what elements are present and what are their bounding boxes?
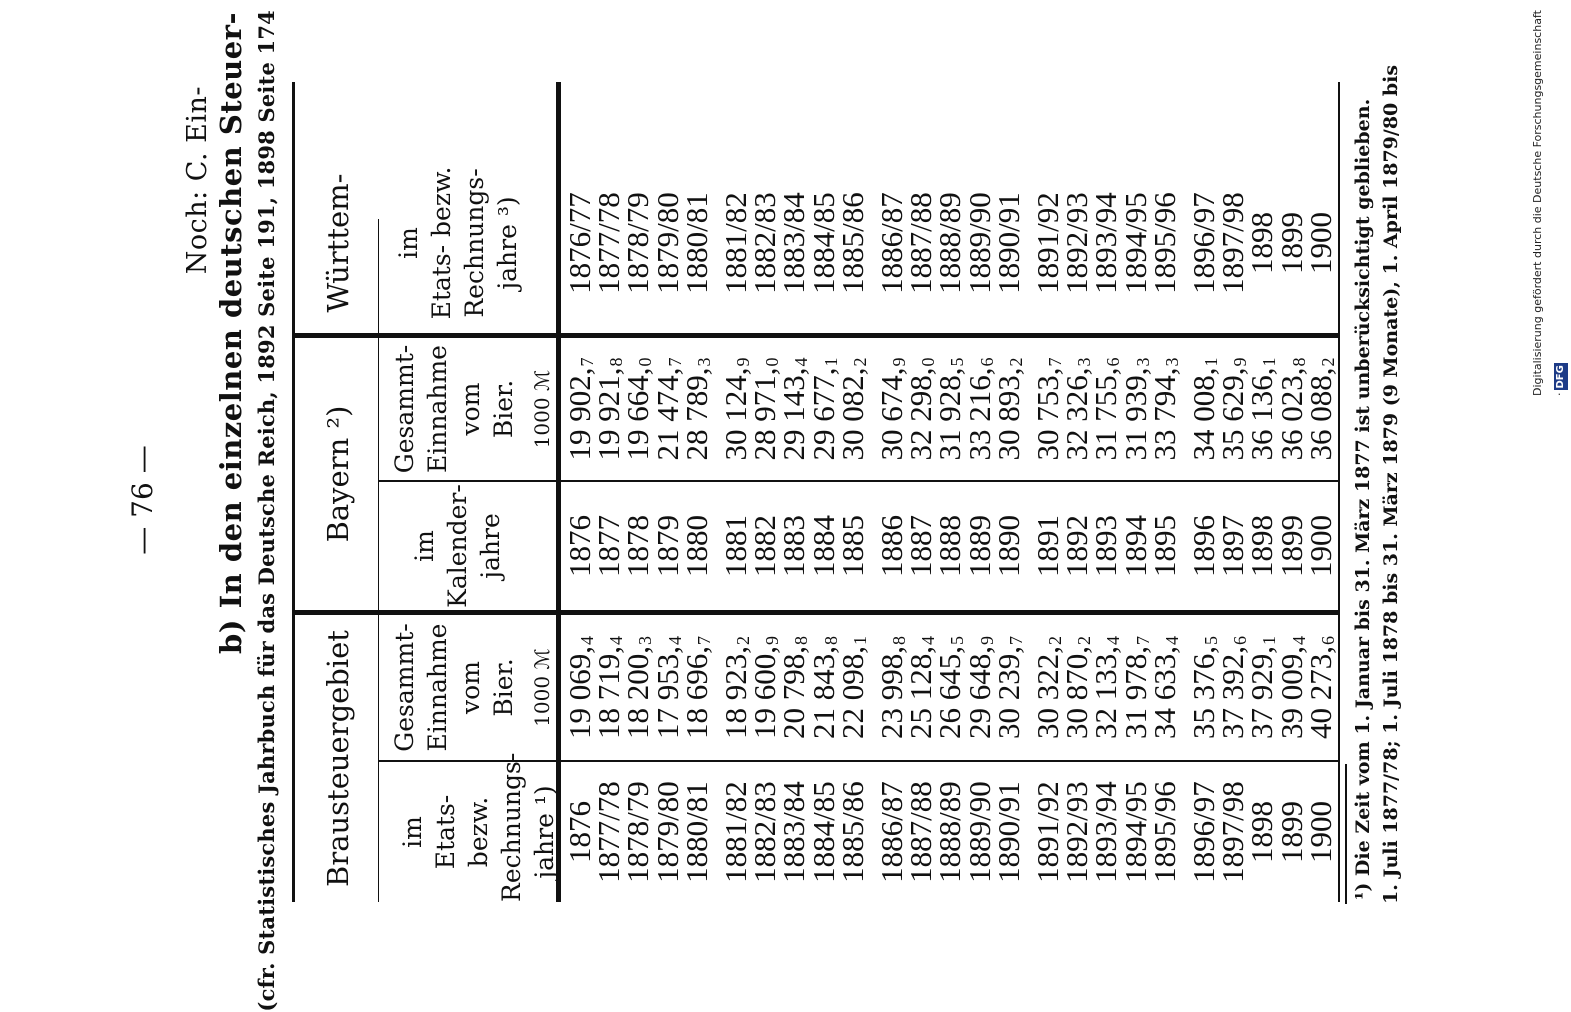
table-cell-c1: 1896/97 — [1186, 781, 1221, 883]
cell-integer-part: 32 298, — [903, 367, 939, 461]
table-cell-c5: 1886/87 — [874, 192, 909, 294]
cell-integer-part: 33 794, — [1146, 367, 1182, 461]
col5-header-line: jahre ³) — [493, 196, 522, 290]
cell-decimal-part: 6 — [1103, 357, 1124, 367]
table-cell-c1: 1887/88 — [903, 781, 939, 883]
table-cell-c5: 1881/82 — [718, 192, 753, 294]
cell-integer-part: 33 216, — [961, 367, 997, 461]
column-revenue-brausteuergebiet — [292, 615, 1344, 760]
cell-decimal-part: 7 — [693, 636, 714, 645]
group-header-wuerttemberg: Württem- — [321, 173, 355, 313]
col1-header-line: Rechnungs- — [497, 752, 526, 902]
cell-decimal-part: 7 — [664, 357, 685, 367]
table-cell-c2 — [1273, 615, 1309, 760]
cell-integer-part: 28 789, — [678, 367, 714, 461]
col4-unit: 1000 ℳ — [530, 369, 554, 449]
table-cell-c5: 1882/83 — [747, 192, 783, 294]
cell-decimal-part: 3 — [635, 636, 656, 645]
table-cell-c2 — [874, 615, 909, 760]
table-cell-c3: 1886 — [874, 515, 909, 577]
table-cell-c3: 1885 — [834, 515, 870, 577]
table-cell-c2 — [562, 615, 597, 760]
cell-decimal-part: 2 — [1045, 636, 1065, 645]
cell-integer-part: 28 971, — [747, 367, 783, 461]
cell-decimal-part: 7 — [1045, 357, 1065, 367]
cell-integer-part: 18 696, — [678, 646, 714, 739]
cell-integer-part: 18 719, — [591, 646, 627, 739]
table-cell-c3: 1892 — [1059, 515, 1095, 577]
cell-decimal-part: 5 — [947, 357, 968, 367]
table-cell-c3: 1890 — [990, 515, 1026, 577]
table-cell-c4 — [874, 338, 909, 480]
cell-decimal-part: 9 — [733, 357, 753, 367]
table-cell-c3: 1882 — [747, 515, 783, 577]
cell-integer-part: 34 633, — [1146, 646, 1182, 739]
cell-integer-part: 25 128, — [903, 646, 939, 739]
table-cell-c3: 1887 — [903, 515, 939, 577]
dfg-logo-badge: DFG — [1555, 365, 1566, 389]
cell-integer-part: 36 136, — [1244, 367, 1280, 461]
cell-decimal-part: 1 — [1201, 357, 1221, 367]
cell-integer-part: 18 200, — [620, 646, 656, 739]
cell-integer-part: 29 648, — [961, 646, 997, 739]
cell-integer-part: 39 009, — [1273, 646, 1309, 739]
title-line-2: b) In den einzelnen deutschen Steuer- — [214, 12, 248, 654]
cell-integer-part: 30 124, — [718, 367, 753, 461]
table-cell-c5: 1900 — [1302, 212, 1338, 274]
group-header-bayern: Bayern ²) — [321, 405, 355, 543]
table-cell-c4 — [776, 338, 812, 480]
table-cell-c5: 1898 — [1244, 212, 1280, 274]
table-cell-c4 — [1302, 338, 1338, 480]
cell-decimal-part: 4 — [577, 636, 597, 645]
col4-header-line: Einnahme — [423, 345, 452, 473]
cell-decimal-part: 3 — [1074, 357, 1095, 367]
table-cell-c2 — [1117, 615, 1153, 760]
footnote-line-1: ¹) Die Zeit vom 1. Januar bis 31. März 1877 ist unberücksichtigt geblieben. — [1352, 98, 1374, 900]
cell-integer-part: 17 953, — [649, 646, 685, 739]
table-cell-c3: 1879 — [649, 515, 685, 577]
col2-header-line: Bier. — [489, 658, 518, 717]
cell-decimal-part: 8 — [791, 636, 812, 645]
table-cell-c4 — [1117, 338, 1153, 480]
cell-decimal-part: 6 — [1230, 636, 1251, 645]
cell-decimal-part: 4 — [1288, 636, 1309, 645]
col1-header-line: Etats- bezw. — [431, 794, 493, 870]
table-cell-c5: 1879/80 — [649, 192, 685, 294]
table-cell-c5: 1896/97 — [1186, 192, 1221, 294]
table-cell-c5: 1890/91 — [990, 192, 1026, 294]
table-cell-c5: 1889/90 — [961, 192, 997, 294]
table-cell-c3: 1899 — [1273, 515, 1309, 577]
beer-tax-table — [292, 82, 1344, 902]
cell-integer-part: 35 376, — [1186, 646, 1221, 739]
cell-integer-part: 37 392, — [1215, 646, 1251, 739]
table-cell-c5: 1878/79 — [620, 192, 656, 294]
table-cell-c2 — [620, 615, 656, 760]
table-cell-c4 — [1215, 338, 1251, 480]
table-cell-c3: 1884 — [805, 515, 841, 577]
cell-integer-part: 30 870, — [1059, 646, 1095, 739]
table-cell-c3: 1878 — [620, 515, 656, 577]
cell-integer-part: 21 474, — [649, 367, 685, 461]
table-cell-c5: 1893/94 — [1088, 192, 1124, 294]
table-cell-c4 — [678, 338, 714, 480]
cell-decimal-part: 1 — [1259, 636, 1280, 645]
table-cell-c5: 1899 — [1273, 212, 1309, 274]
table-cell-c5: 1885/86 — [834, 192, 870, 294]
table-cell-c3: 1876 — [562, 515, 597, 577]
table-cell-c5: 1892/93 — [1059, 192, 1095, 294]
cell-decimal-part: 7 — [1005, 636, 1026, 645]
cell-decimal-part: 9 — [762, 636, 783, 645]
table-cell-c1: 1879/80 — [649, 781, 685, 883]
col2-header-line: Einnahme — [423, 623, 452, 752]
cell-decimal-part: 8 — [1288, 357, 1309, 367]
column-year-wuerttemberg — [292, 153, 1344, 333]
table-cell-c1: 1889/90 — [961, 781, 997, 883]
cell-decimal-part: 3 — [693, 357, 714, 367]
table-cell-c4 — [990, 338, 1026, 480]
cell-decimal-part: 8 — [889, 636, 909, 645]
cell-decimal-part: 2 — [1317, 357, 1338, 367]
table-cell-c5: 1883/84 — [776, 192, 812, 294]
cell-decimal-part: 1 — [1259, 357, 1280, 367]
table-cell-c4 — [562, 338, 597, 480]
cell-integer-part: 20 798, — [776, 646, 812, 739]
col2-header-line: vom — [456, 661, 485, 714]
cell-decimal-part: 2 — [1074, 636, 1095, 645]
table-cell-c2 — [747, 615, 783, 760]
table-cell-c1: 1900 — [1302, 801, 1338, 863]
cell-integer-part: 32 133, — [1088, 646, 1124, 739]
table-cell-c1: 1877/78 — [591, 781, 627, 883]
table-cell-c1: 1892/93 — [1059, 781, 1095, 883]
cell-integer-part: 36 023, — [1273, 367, 1309, 461]
cell-decimal-part: 7 — [577, 357, 597, 367]
cell-decimal-part: 4 — [918, 636, 939, 645]
table-cell-c3: 1883 — [776, 515, 812, 577]
cell-decimal-part: 4 — [664, 636, 685, 645]
table-cell-c1: 1891/92 — [1030, 781, 1065, 883]
col4-header-line: Bier. — [489, 379, 518, 439]
cell-integer-part: 23 998, — [874, 646, 909, 739]
table-cell-c1: 1899 — [1273, 801, 1309, 863]
table-cell-c2 — [932, 615, 968, 760]
cell-integer-part: 32 326, — [1059, 367, 1095, 461]
cell-decimal-part: 5 — [947, 636, 968, 645]
table-cell-c1: 1883/84 — [776, 781, 812, 883]
col1-header-line: im — [398, 816, 427, 848]
cell-decimal-part: 8 — [820, 636, 841, 645]
table-cell-c2 — [805, 615, 841, 760]
cell-decimal-part: 7 — [1132, 636, 1153, 645]
col5-header-line: im — [394, 227, 423, 259]
cell-integer-part: 30 753, — [1030, 367, 1065, 461]
table-cell-c4 — [1088, 338, 1124, 480]
table-cell-c2 — [961, 615, 997, 760]
cell-decimal-part: 0 — [635, 357, 656, 367]
cell-integer-part: 30 082, — [834, 367, 870, 461]
table-cell-c5: 1895/96 — [1146, 192, 1182, 294]
col3-header-line: Kalender- — [443, 484, 472, 608]
cell-integer-part: 36 088, — [1302, 367, 1338, 461]
cell-decimal-part: 9 — [976, 636, 997, 645]
table-cell-c5: 1876/77 — [562, 192, 597, 294]
table-cell-c2 — [1215, 615, 1251, 760]
table-cell-c4 — [1273, 338, 1309, 480]
title-line-1: Noch: C. Ein- — [182, 86, 213, 275]
table-cell-c2 — [1146, 615, 1182, 760]
table-cell-c2 — [1244, 615, 1280, 760]
table-cell-c4 — [932, 338, 968, 480]
table-cell-c2 — [718, 615, 753, 760]
cell-integer-part: 21 843, — [805, 646, 841, 739]
table-cell-c5: 1877/78 — [591, 192, 627, 294]
cell-decimal-part: 6 — [976, 357, 997, 367]
cell-decimal-part: 3 — [1132, 357, 1153, 367]
cell-decimal-part: 9 — [889, 357, 909, 367]
cell-integer-part: 30 674, — [874, 367, 909, 461]
col2-header-line: Gesammt- — [390, 623, 419, 752]
table-cell-c4 — [1059, 338, 1095, 480]
table-cell-c1: 1880/81 — [678, 781, 714, 883]
cell-integer-part: 19 921, — [591, 367, 627, 461]
table-cell-c1: 1876 — [562, 801, 597, 863]
table-cell-c4 — [747, 338, 783, 480]
cell-integer-part: 29 143, — [776, 367, 812, 461]
cell-integer-part: 19 069, — [562, 646, 597, 739]
table-cell-c3: 1891 — [1030, 515, 1065, 577]
table-cell-c1: 1884/85 — [805, 781, 841, 883]
cell-decimal-part: 0 — [762, 357, 783, 367]
cell-integer-part: 31 939, — [1117, 367, 1153, 461]
table-cell-c3: 1881 — [718, 515, 753, 577]
cell-integer-part: 19 664, — [620, 367, 656, 461]
column-revenue-bayern — [292, 338, 1344, 480]
col2-unit: 1000 ℳ — [530, 648, 554, 727]
table-cell-c4 — [1186, 338, 1221, 480]
table-cell-c3: 1889 — [961, 515, 997, 577]
cell-decimal-part: 1 — [849, 636, 870, 645]
table-cell-c2 — [649, 615, 685, 760]
cell-decimal-part: 3 — [1161, 357, 1182, 367]
table-cell-c3: 1880 — [678, 515, 714, 577]
col5-header-line: Rechnungs- — [460, 168, 489, 318]
footnote-rule — [1345, 764, 1347, 904]
cell-integer-part: 31 978, — [1117, 646, 1153, 739]
table-cell-c1: 1888/89 — [932, 781, 968, 883]
cell-integer-part: 37 929, — [1244, 646, 1280, 739]
cell-integer-part: 29 677, — [805, 367, 841, 461]
cell-decimal-part: 2 — [1005, 357, 1026, 367]
table-cell-c4 — [903, 338, 939, 480]
table-cell-c1: 1898 — [1244, 801, 1280, 863]
col3-header-line: im — [410, 530, 439, 562]
table-cell-c1: 1886/87 — [874, 781, 909, 883]
digitization-note-text: Digitalisierung gefördert durch die Deutsche Forschungsgemeinschaft · — [1531, 10, 1566, 396]
page-number: — 76 — — [126, 445, 159, 555]
table-cell-c3: 1893 — [1088, 515, 1124, 577]
table-cell-c2 — [1186, 615, 1221, 760]
table-cell-c1: 1894/95 — [1117, 781, 1153, 883]
col1-header-line: jahre ¹) — [530, 785, 559, 879]
table-cell-c4 — [591, 338, 627, 480]
table-cell-c4 — [649, 338, 685, 480]
table-cell-c4 — [1244, 338, 1280, 480]
cell-integer-part: 40 273, — [1302, 646, 1338, 739]
table-cell-c2 — [834, 615, 870, 760]
table-cell-c4 — [1146, 338, 1182, 480]
digitization-note — [1525, 6, 1566, 396]
cell-decimal-part: 5 — [1201, 636, 1221, 645]
cell-integer-part: 19 902, — [562, 367, 597, 461]
col4-header-line: vom — [456, 382, 485, 436]
cell-integer-part: 35 629, — [1215, 367, 1251, 461]
title-line-3: (cfr. Statistisches Jahrbuch für das Deutsche Reich, 1892 Seite 191, 1898 Seite 174 — [254, 10, 279, 1012]
table-cell-c3: 1895 — [1146, 515, 1182, 577]
cell-integer-part: 30 322, — [1030, 646, 1065, 739]
table-cell-c2 — [1059, 615, 1095, 760]
table-cell-c5: 1888/89 — [932, 192, 968, 294]
table-cell-c3: 1896 — [1186, 515, 1221, 577]
table-cell-c4 — [1030, 338, 1065, 480]
table-cell-c4 — [620, 338, 656, 480]
table-cell-c4 — [961, 338, 997, 480]
cell-decimal-part: 6 — [1317, 636, 1338, 645]
footnote-line-2: 1. Juli 1877/78; 1. Juli 1878 bis 31. März 1879 (9 Monate), 1. April 1879/80 bis — [1380, 64, 1402, 904]
cell-decimal-part: 4 — [1103, 636, 1124, 645]
table-cell-c1: 1895/96 — [1146, 781, 1182, 883]
table-cell-c3: 1888 — [932, 515, 968, 577]
table-cell-c5: 1884/85 — [805, 192, 841, 294]
table-cell-c3: 1900 — [1302, 515, 1338, 577]
table-cell-c3: 1877 — [591, 515, 627, 577]
table-cell-c3: 1898 — [1244, 515, 1280, 577]
table-cell-c4 — [805, 338, 841, 480]
cell-integer-part: 19 600, — [747, 646, 783, 739]
table-cell-c5: 1894/95 — [1117, 192, 1153, 294]
table-cell-c5: 1887/88 — [903, 192, 939, 294]
table-cell-c2 — [990, 615, 1026, 760]
table-cell-c5: 1891/92 — [1030, 192, 1065, 294]
table-cell-c2 — [1088, 615, 1124, 760]
cell-integer-part: 31 928, — [932, 367, 968, 461]
table-cell-c1: 1890/91 — [990, 781, 1026, 883]
cell-integer-part: 18 923, — [718, 646, 753, 739]
table-cell-c2 — [678, 615, 714, 760]
table-cell-c1: 1893/94 — [1088, 781, 1124, 883]
table-cell-c1: 1881/82 — [718, 781, 753, 883]
table-cell-c2 — [903, 615, 939, 760]
col3-header-line: jahre — [476, 513, 505, 579]
table-cell-c1: 1885/86 — [834, 781, 870, 883]
col4-header-line: Gesammt- — [390, 344, 419, 474]
cell-decimal-part: 1 — [820, 357, 841, 367]
cell-integer-part: 30 239, — [990, 646, 1026, 739]
cell-integer-part: 34 008, — [1186, 367, 1221, 461]
table-cell-c2 — [776, 615, 812, 760]
table-cell-c1: 1897/98 — [1215, 781, 1251, 883]
table-cell-c2 — [591, 615, 627, 760]
cell-decimal-part: 4 — [1161, 636, 1182, 645]
table-cell-c2 — [1302, 615, 1338, 760]
col5-header-line: Etats- bezw. — [427, 166, 456, 320]
table-cell-c2 — [1030, 615, 1065, 760]
group-header-brausteuergebiet: Brausteuergebiet — [321, 630, 355, 887]
cell-integer-part: 30 893, — [990, 367, 1026, 461]
cell-decimal-part: 4 — [791, 357, 812, 367]
table-cell-c3: 1894 — [1117, 515, 1153, 577]
column-calendar-year — [292, 482, 1344, 610]
table-cell-c1: 1878/79 — [620, 781, 656, 883]
table-cell-c5: 1880/81 — [678, 192, 714, 294]
cell-decimal-part: 9 — [1230, 357, 1251, 367]
cell-decimal-part: 0 — [918, 357, 939, 367]
table-cell-c1: 1882/83 — [747, 781, 783, 883]
cell-decimal-part: 2 — [849, 357, 870, 367]
table-cell-c4 — [718, 338, 753, 480]
cell-decimal-part: 2 — [733, 636, 753, 645]
table-cell-c5: 1897/98 — [1215, 192, 1251, 294]
table-cell-c3: 1897 — [1215, 515, 1251, 577]
cell-integer-part: 31 755, — [1088, 367, 1124, 461]
cell-decimal-part: 4 — [606, 636, 627, 645]
cell-decimal-part: 8 — [606, 357, 627, 367]
table-cell-c4 — [834, 338, 870, 480]
cell-integer-part: 26 645, — [932, 646, 968, 739]
cell-integer-part: 22 098, — [834, 646, 870, 739]
